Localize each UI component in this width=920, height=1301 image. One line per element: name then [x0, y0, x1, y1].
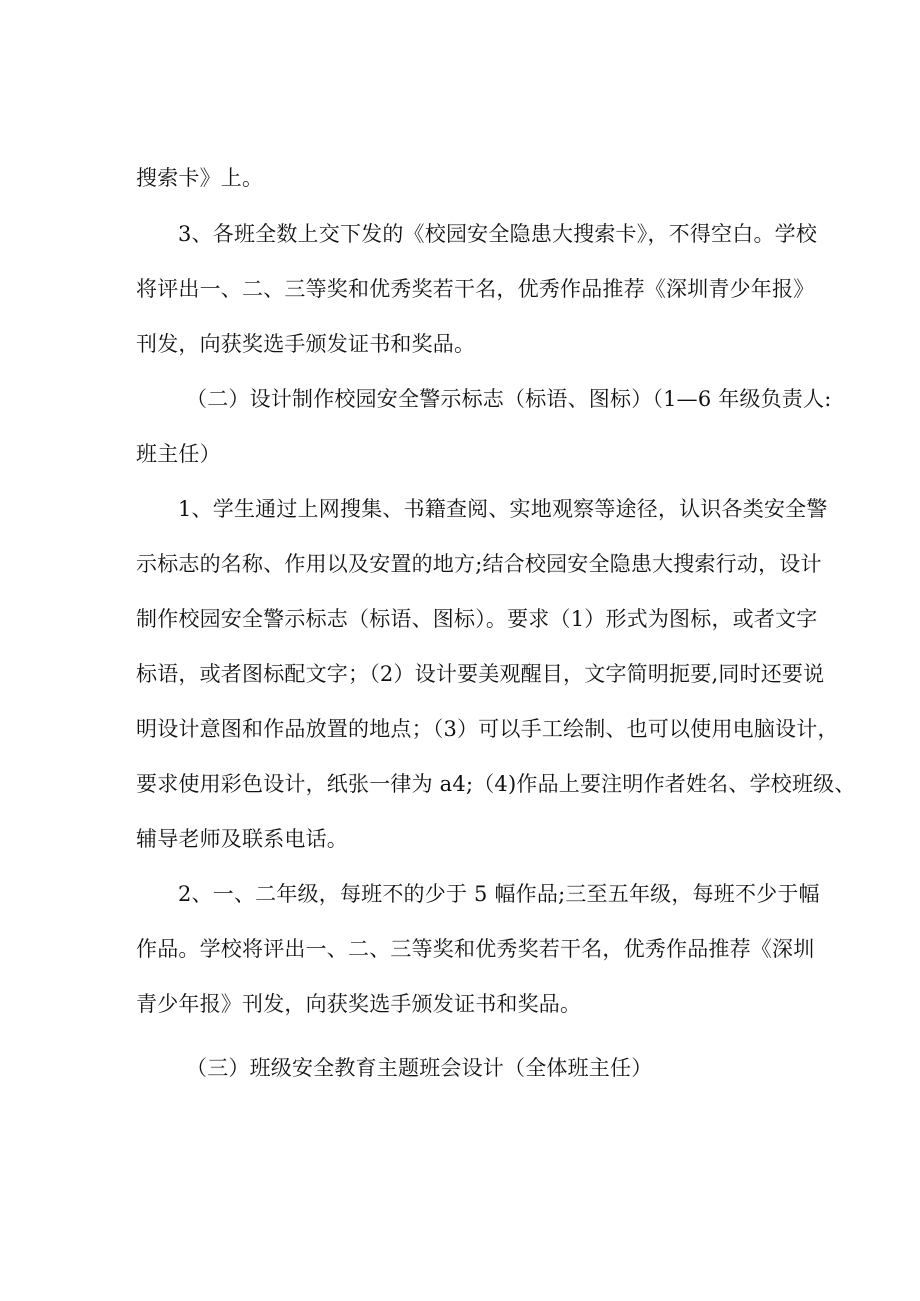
text-line: 班主任） — [136, 442, 221, 466]
section-heading: （二）设计制作校园安全警示标志（标语、图标）（1—6 年级负责人: — [186, 387, 832, 411]
text-line: 明设计意图和作品放置的地点；（3）可以手工绘制、也可以使用电脑设计， — [136, 717, 839, 741]
text-line: 示标志的名称、作用以及安置的地方;结合校园安全隐患大搜索行动，设计 — [136, 552, 822, 576]
text-line: 2、一、二年级，每班不的少于 5 幅作品;三至五年级，每班不少于幅 — [178, 882, 820, 906]
text-line: 要求使用彩色设计，纸张一律为 a4;（4)作品上要注明作者姓名、学校班级、 — [136, 772, 856, 796]
text-line: 标语，或者图标配文字；（2）设计要美观醒目，文字简明扼要,同时还要说 — [136, 662, 825, 686]
text-line: 刊发，向获奖选手颁发证书和奖品。 — [136, 332, 476, 356]
text-line: 制作校园安全警示标志（标语、图标）。要求（1）形式为图标，或者文字 — [136, 607, 818, 631]
text-line: 1、学生通过上网搜集、书籍查阅、实地观察等途径，认识各类安全警 — [178, 497, 828, 521]
text-line: 将评出一、二、三等奖和优秀奖若干名，优秀作品推荐《深圳青少年报》 — [136, 277, 815, 301]
text-line: 3、各班全数上交下发的《校园安全隐患大搜索卡》，不得空白。学校 — [178, 222, 818, 246]
text-line: 作品。学校将评出一、二、三等奖和优秀奖若干名，优秀作品推荐《深圳 — [136, 937, 815, 961]
section-heading: （三）班级安全教育主题班会设计（全体班主任） — [186, 1056, 653, 1080]
text-line: 搜索卡》上。 — [136, 166, 264, 190]
text-line: 青少年报》刊发，向获奖选手颁发证书和奖品。 — [136, 992, 582, 1016]
text-line: 辅导老师及联系电话。 — [136, 827, 348, 851]
